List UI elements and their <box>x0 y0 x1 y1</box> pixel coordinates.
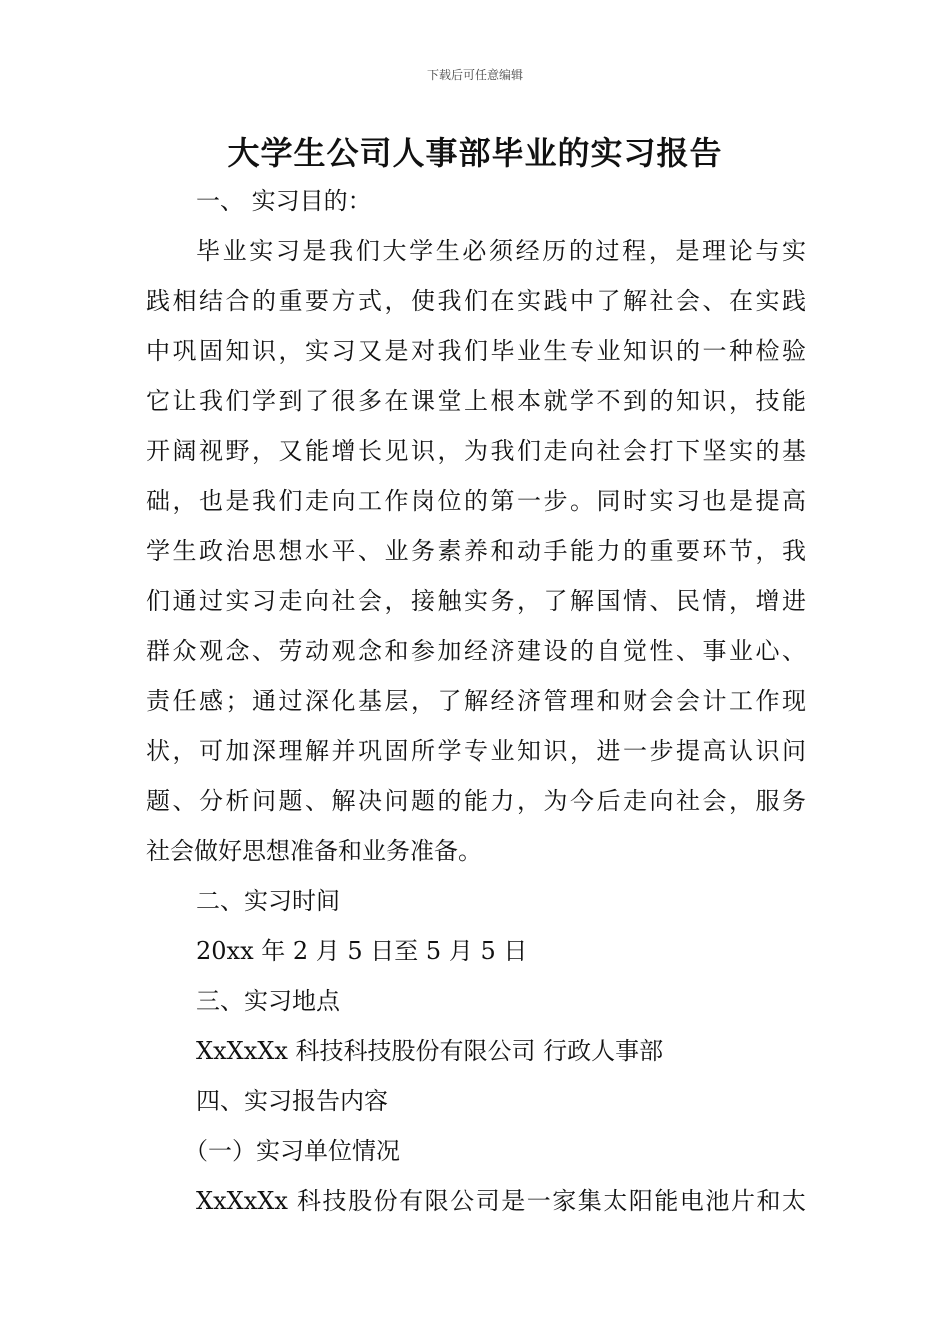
paragraph-line: 它让我们学到了很多在课堂上根本就学不到的知识，技能 <box>146 387 806 415</box>
download-note: 下载后可任意编辑 <box>426 68 523 82</box>
paragraph-line: 中巩固知识，实习又是对我们毕业生专业知识的一种检验 <box>146 337 806 365</box>
paragraph-line: 础，也是我们走向工作岗位的第一步。同时实习也是提高 <box>146 487 806 515</box>
paragraph-line: 社会做好思想准备和业务准备。 <box>146 837 482 865</box>
paragraph-line: 践相结合的重要方式，使我们在实践中了解社会、在实践 <box>146 287 806 315</box>
paragraph-line: 毕业实习是我们大学生必须经历的过程，是理论与实 <box>196 237 806 265</box>
paragraph-line: 题、分析问题、解决问题的能力，为今后走向社会，服务 <box>146 787 806 815</box>
section-heading-content: 四、实习报告内容 <box>196 1087 388 1115</box>
paragraph-line: 开阔视野，又能增长见识，为我们走向社会打下坚实的基 <box>146 437 806 465</box>
paragraph-line: 群众观念、劳动观念和参加经济建设的自觉性、事业心、 <box>146 637 806 665</box>
internship-dates: 20xx 年 2 月 5 日至 5 月 5 日 <box>196 937 528 965</box>
paragraph-line: 们通过实习走向社会，接触实务，了解国情、民情，增进 <box>146 587 806 615</box>
internship-location: XxXxXx 科技科技股份有限公司 行政人事部 <box>196 1037 664 1065</box>
company-description-line: XxXxXx 科技股份有限公司是一家集太阳能电池片和太 <box>196 1187 806 1215</box>
paragraph-line: 责任感；通过深化基层，了解经济管理和财会会计工作现 <box>146 687 806 715</box>
paragraph-line: 状，可加深理解并巩固所学专业知识，进一步提高认识问 <box>146 737 806 765</box>
section-heading-time: 二、实习时间 <box>196 887 340 915</box>
section-heading-location: 三、实习地点 <box>196 987 340 1015</box>
document-title: 大学生公司人事部毕业的实习报告 <box>227 134 723 172</box>
subsection-heading-company: （一）实习单位情况 <box>184 1137 400 1165</box>
paragraph-line: 学生政治思想水平、业务素养和动手能力的重要环节，我 <box>146 537 806 565</box>
section-heading-purpose: 一、 实习目的： <box>196 187 372 215</box>
